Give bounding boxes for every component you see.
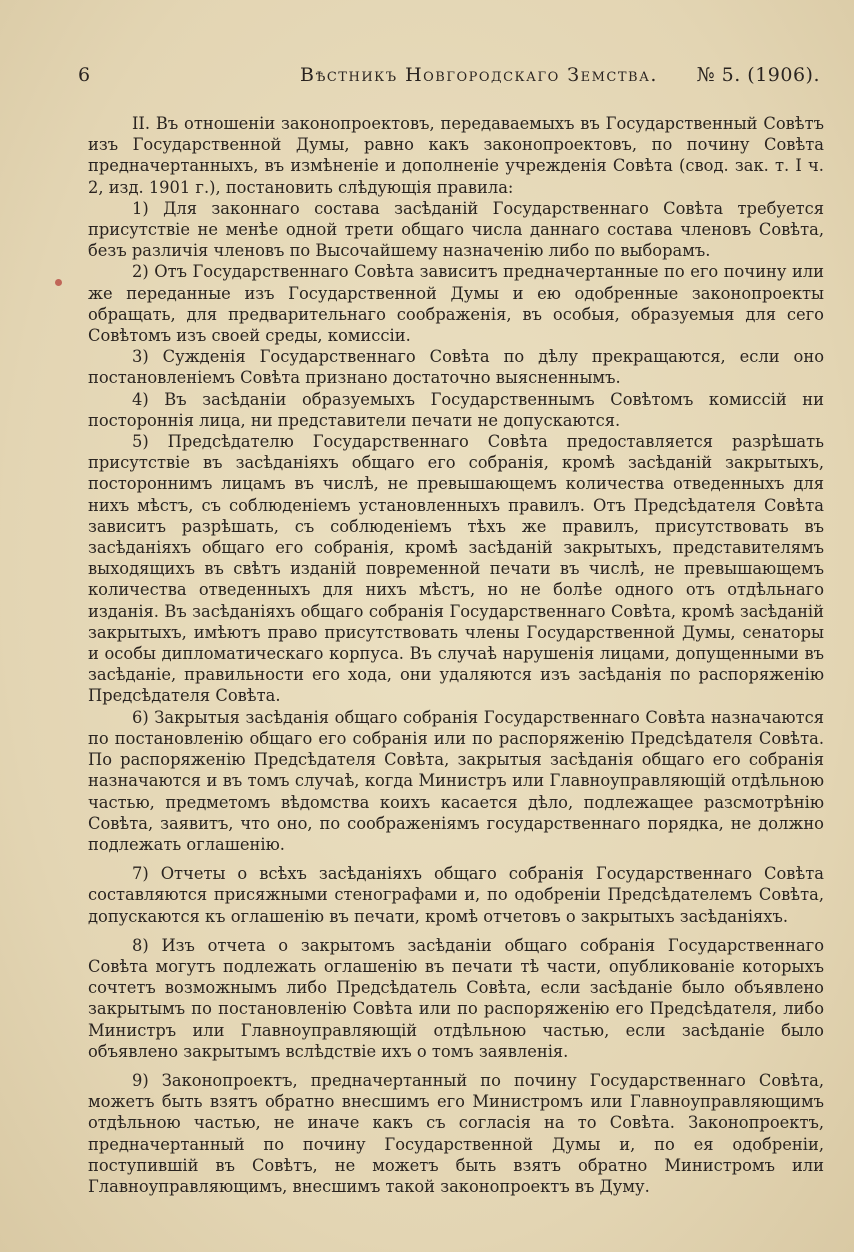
paragraph-4: 4) Въ засѣданіи образуемыхъ Государственнымъ Совѣтомъ комиссій ни постороннія лица, ни представители печати не допускаются. — [88, 389, 824, 430]
paragraph-6: 6) Закрытыя засѣданія общаго собранія Государственнаго Совѣта назначаются по постановленію общаго его собранія или по распоряженію Предсѣдателя Совѣта. По распоряженію Предсѣдателя Совѣта, закрытыя засѣданія общаго его собранія назначаются и въ томъ случаѣ, когда Министръ или Главноуправляющій отдѣльною частью, предметомъ вѣдомства коихъ касается дѣло, подлежащее разсмотрѣнію Совѣта, заявитъ, что оно, по соображеніямъ государственнаго порядка, не должно подлежать оглашенію. — [88, 707, 824, 854]
paragraph-7: 7) Отчеты о всѣхъ засѣданіяхъ общаго собранія Государственнаго Совѣта составляются присяжными стенографами и, по одобреніи Предсѣдателемъ Совѣта, допускаются къ оглашенію въ печати, кромѣ отчетовъ о закрытыхъ засѣданіяхъ. — [88, 864, 824, 926]
issue-number: № 5. (1906). — [696, 64, 820, 86]
page-number: 6 — [78, 64, 91, 86]
ink-spot — [55, 279, 62, 286]
paragraph-9: 9) Законопроектъ, предначертанный по почину Государственнаго Совѣта, можетъ быть взятъ обратно внесшимъ его Министромъ или Главноуправляющимъ отдѣльною частью, не иначе какъ съ согласія на то Совѣта. Законопроектъ, предначертанный по почину Государственной Думы и, по ея одобреніи, поступившій въ Совѣтъ, не можетъ быть взятъ обратно Министромъ или Главноуправляющимъ, внесшимъ такой законопроектъ въ Думу. — [88, 1070, 824, 1196]
paragraph-8: 8) Изъ отчета о закрытомъ засѣданіи общаго собранія Государственнаго Совѣта могутъ подлежать оглашенію въ печати тѣ части, опубликованіе которыхъ сочтетъ возможнымъ либо Предсѣдатель Совѣта, если засѣданіе было объявлено закрытымъ по постановленію Совѣта или по распоряженію его Предсѣдателя, либо Министръ или Главноуправляющій отдѣльною частью, если засѣданіе было объявлено закрытымъ вслѣдствіе ихъ о томъ заявленія. — [88, 935, 824, 1061]
paragraph-3: 3) Сужденія Государственнаго Совѣта по дѣлу прекращаются, если оно постановленіемъ Совѣта признано достаточно выясненнымъ. — [88, 347, 824, 388]
paragraph-1: 1) Для законнаго состава засѣданій Государственнаго Совѣта требуется присутствіе не менѣе одной трети общаго числа даннаго состава членовъ Совѣта, безъ различія членовъ по Высочайшему назначенію либо по выборамъ. — [88, 198, 824, 261]
running-header — [78, 64, 820, 94]
journal-title: Вѣстникъ Новгородскаго Земства. — [300, 64, 658, 86]
paragraph-2: 2) Отъ Государственнаго Совѣта зависитъ предначертанные по его почину или же переданные изъ Государственной Думы и ею одобренные законопроекты обращать, для предварительнаго соображенія, въ особыя, образуемыя для сего Совѣтомъ изъ своей среды, комиссіи. — [88, 262, 824, 346]
paragraph-5: 5) Предсѣдателю Государственнаго Совѣта предоставляется разрѣшать присутствіе въ засѣданіяхъ общаго его собранія, кромѣ засѣданій закрытыхъ, постороннимъ лицамъ въ числѣ, не превышающемъ количества отведенныхъ для нихъ мѣстъ, съ соблюденіемъ установленныхъ правилъ. Отъ Предсѣдателя Совѣта зависитъ разрѣшать, съ соблюденіемъ тѣхъ же правилъ, присутствовать въ засѣданіяхъ общаго его собранія, кромѣ засѣданій закрытыхъ, представителямъ выходящихъ въ свѣтъ изданій повременной печати въ числѣ, не превышающемъ количества отведенныхъ для нихъ мѣстъ, но не болѣе одного отъ отдѣльнаго изданія. Въ засѣданіяхъ общаго собранія Государственнаго Совѣта, кромѣ засѣданій закрытыхъ, имѣютъ право присутствовать члены Государственной Думы, сенаторы и особы дипломатическаго корпуса. Въ случаѣ нарушенія лицами, допущенными въ засѣданіе, правильности его хода, они удаляются изъ засѣданія по распоряженію Предсѣдателя Совѣта. — [88, 432, 824, 706]
document-body — [88, 113, 824, 1197]
paragraph-intro: II. Въ отношеніи законопроектовъ, передаваемыхъ въ Государственный Совѣтъ изъ Государственной Думы, равно какъ законопроектовъ, по почину Совѣта предначертанныхъ, въ измѣненіе и дополненіе учрежденія Совѣта (свод. зак. т. I ч. 2, изд. 1901 г.), постановить слѣдующія правила: — [88, 114, 824, 197]
